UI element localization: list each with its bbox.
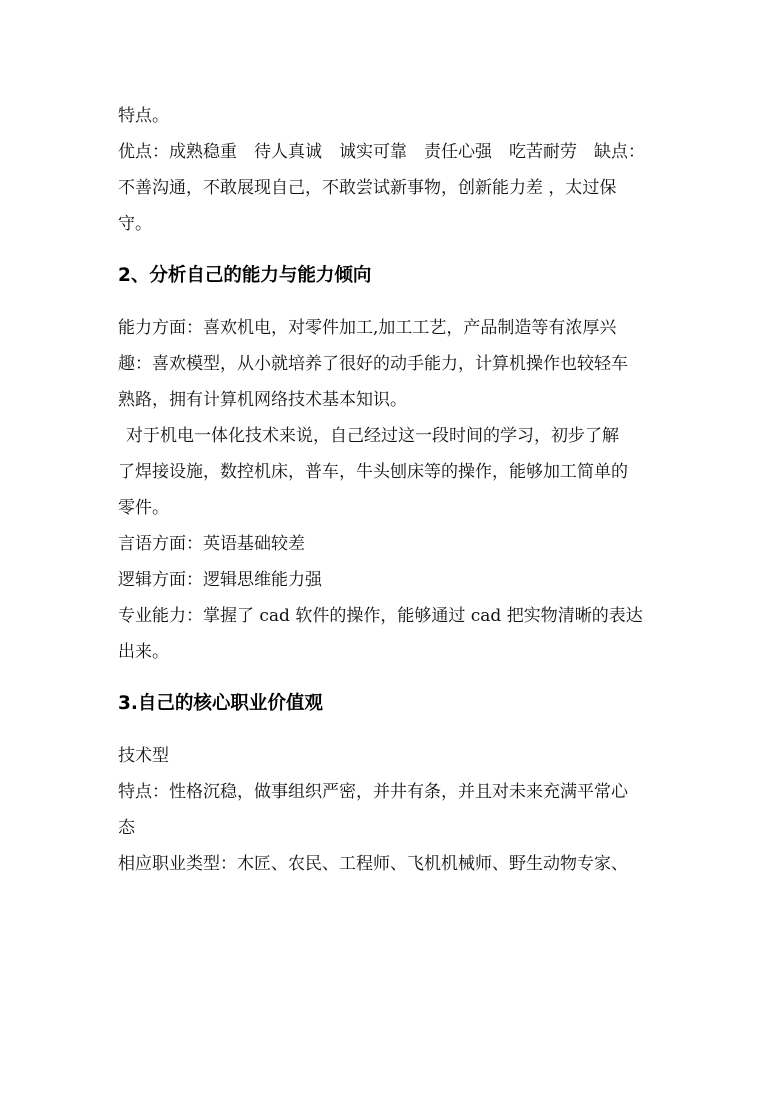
ability-line: 能力方面：喜欢机电，对零件加工,加工工艺，产品制造等有浓厚兴 [118,318,617,338]
value-type-line: 技术型 [118,746,169,766]
document-body [118,98,663,882]
pros-cons-line: 优点：成熟稳重 待人真诚 诚实可靠 责任心强 吃苦耐劳 缺点： [118,142,645,162]
value-traits-line: 特点：性格沉稳，做事组织严密，并井有条，并且对未来充满平常心 [118,782,628,802]
section-2-heading: 2、分析自己的能力与能力倾向 [118,265,372,286]
logic-line: 逻辑方面：逻辑思维能力强 [118,570,322,590]
spacer [118,294,663,310]
spacer [118,242,663,258]
pros-cons-line: 不善沟通，不敢展现自己，不敢尝试新事物，创新能力差 ，太过保 [118,178,617,198]
traits-tail-line: 特点。 [118,106,169,126]
value-traits-line: 态 [118,818,135,838]
ability-line: 熟路，拥有计算机网络技术基本知识。 [118,390,407,410]
professional-line: 专业能力：掌握了 cad 软件的操作，能够通过 cad 把实物清晰的表达 [118,606,643,626]
mechatronics-line: 零件。 [118,498,169,518]
ability-line: 趣：喜欢模型，从小就培养了很好的动手能力，计算机操作也较轻车 [118,354,628,374]
pros-cons-line: 守。 [118,214,152,234]
spacer [118,722,663,738]
mechatronics-line: 对于机电一体化技术来说，自己经过这一段时间的学习，初步了解 [126,426,619,446]
professional-line: 出来。 [118,642,169,662]
mechatronics-line: 了焊接设施，数控机床，普车，牛头刨床等的操作，能够加工简单的 [118,462,628,482]
spacer [118,670,663,686]
jobs-line: 相应职业类型：木匠、农民、工程师、飞机机械师、野生动物专家、 [118,854,628,874]
section-3-heading: 3.自己的核心职业价值观 [118,693,323,714]
language-line: 言语方面：英语基础较差 [118,534,305,554]
